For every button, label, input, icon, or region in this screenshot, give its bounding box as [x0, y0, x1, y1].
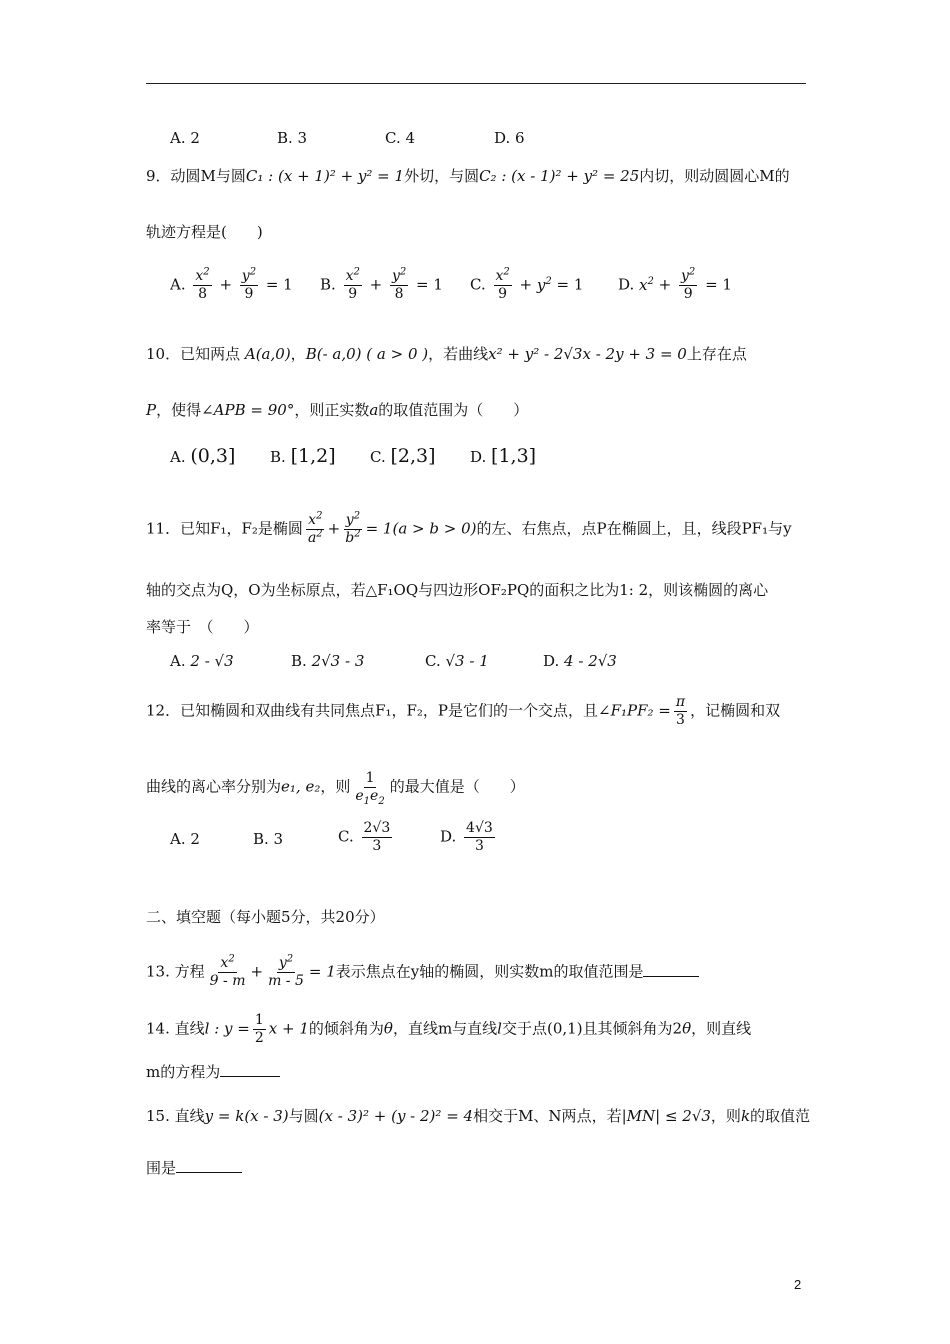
- chord-condition: |MN| ≤ 2√3: [621, 1107, 711, 1125]
- q10-option-d: D. [1,3]: [470, 445, 537, 467]
- q13-line: 13. 方程 $\frac{x^2}{9 - m}$ + $\frac{y^2}{m - 5}$ = 1表示焦点在y轴的椭圆，则实数m的取值范围是: [146, 955, 699, 990]
- q9-line-2: 轨迹方程是( ): [146, 223, 263, 241]
- point-b: B(- a,0): [305, 345, 362, 363]
- q12-line-2: 曲线的离心率分别为e₁, e₂，则 $\frac{1}{e_1e_2}$ 的最大值是（ ）: [146, 770, 525, 807]
- header-rule: [146, 83, 806, 84]
- q10-line-2: P，使得∠APB = 90°，则正实数a的取值范围为（ ）: [146, 401, 529, 419]
- circle-equation: (x - 3)² + (y - 2)² = 4: [318, 1107, 474, 1125]
- q9-circle-c2: C₂ : (x - 1)² + y² = 25: [479, 167, 640, 185]
- section-heading: 二、填空题（每小题5分，共20分）: [146, 908, 385, 926]
- q9-option-d: D. $x^2$ + $\frac{y^2}{9}$ = 1: [618, 266, 732, 302]
- q11-line-2: 轴的交点为Q，O为坐标原点，若△F₁OQ与四边形OF₂PQ的面积之比为1: 2，则该椭圆的离心: [146, 581, 769, 599]
- fraction: $\frac{x^2}{9}$: [495, 266, 510, 302]
- fraction: $\frac{1}{2}$: [254, 1012, 264, 1046]
- fraction: $\frac{x^2}{9 - m}$: [209, 953, 246, 989]
- fraction: $\frac{x^2}{8}$: [195, 266, 210, 302]
- q12-option-d: D. $\frac{4√3}{3}$: [440, 820, 493, 854]
- q12-option-a: A. 2: [170, 830, 200, 848]
- q9-option-c: C. $\frac{x^2}{9}$ + $y^2 = 1$: [470, 266, 584, 302]
- line-equation: y = k(x - 3): [204, 1107, 289, 1125]
- q12-line-1: 12．已知椭圆和双曲线有共同焦点F₁，F₂，P是它们的一个交点，且∠F₁PF₂ = $\frac{\pi}{3}$ ，记椭圆和双: [146, 694, 781, 728]
- fraction: $\frac{x^2}{9}$: [345, 266, 360, 302]
- fraction: $\frac{y^2}{9}$: [681, 266, 696, 302]
- q11-option-a: A. 2 - √3: [170, 652, 234, 670]
- q10-option-b: B. [1,2]: [270, 445, 336, 467]
- fraction: $\frac{y^2}{9}$: [241, 266, 257, 302]
- q12-option-c: C. $\frac{2√3}{3}$: [338, 820, 391, 854]
- answer-blank[interactable]: [643, 976, 699, 977]
- fraction: $\frac{2√3}{3}$: [363, 820, 391, 854]
- q8-option-c: C. 4: [385, 129, 416, 147]
- q8-option-b: B. 3: [277, 129, 308, 147]
- q9-option-a: A. $\frac{x^2}{8}$ + $\frac{y^2}{9}$ = 1: [170, 266, 293, 302]
- q10-line-1: 10．已知两点 A(a,0)，B(- a,0) ( a > 0 )，若曲线x² + y² - 2√3x - 2y + 3 = 0上存在点: [146, 345, 747, 363]
- angle-apb: ∠APB = 90°: [201, 401, 295, 419]
- q14-line-2: m的方程为: [146, 1062, 280, 1082]
- q15-line-2: 围是: [146, 1158, 242, 1178]
- q10-option-c: C. [2,3]: [370, 445, 436, 467]
- q8-option-a: A. 2: [170, 129, 200, 147]
- q9-line-1: 9．动圆M与圆C₁ : (x + 1)² + y² = 1外切，与圆C₂ : (x - 1)² + y² = 25内切，则动圆圆心M的: [146, 167, 790, 185]
- q11-line-1: 11．已知F₁，F₂是椭圆 $\frac{x^2}{a^2}$ + $\frac{y^2}{b^2}$ = 1(a > b > 0)的左、右焦点，点P在椭圆上，且，线段PF₁与y: [146, 510, 792, 546]
- q11-option-c: C. √3 - 1: [425, 652, 489, 670]
- condition: ( a > 0 ): [366, 345, 429, 363]
- q15-line-1: 15. 直线y = k(x - 3)与圆(x - 3)² + (y - 2)² = 4相交于M、N两点，若|MN| ≤ 2√3，则k的取值范: [146, 1107, 811, 1125]
- q11-line-3: 率等于 （ ）: [146, 618, 259, 636]
- q9-circle-c1: C₁ : (x + 1)² + y² = 1: [245, 167, 405, 185]
- answer-blank[interactable]: [220, 1076, 280, 1077]
- fraction: $\frac{y^2}{8}$: [391, 266, 407, 302]
- q10-option-a: A. (0,3]: [170, 445, 236, 467]
- fraction: $\frac{1}{e_1e_2}$: [355, 770, 385, 807]
- q9-option-b: B. $\frac{x^2}{9}$ + $\frac{y^2}{8}$ = 1: [320, 266, 443, 302]
- page-number: 2: [794, 1277, 802, 1292]
- point-a: A(a,0): [244, 345, 291, 363]
- q14-line-1: 14. 直线l : y = $\frac{1}{2}$ x + 1的倾斜角为θ，直线m与直线l交于点(0,1)且其倾斜角为2θ，则直线: [146, 1012, 752, 1046]
- curve-equation: x² + y² - 2√3x - 2y + 3 = 0: [488, 345, 687, 363]
- q12-option-b: B. 3: [253, 830, 284, 848]
- fraction: $\frac{y^2}{m - 5}$: [268, 953, 304, 989]
- fraction: $\frac{4√3}{3}$: [466, 820, 493, 854]
- q8-option-d: D. 6: [494, 129, 525, 147]
- fraction: $\frac{x^2}{a^2}$: [307, 510, 323, 546]
- q11-option-d: D. 4 - 2√3: [543, 652, 617, 670]
- fraction: $\frac{\pi}{3}$: [675, 694, 686, 728]
- answer-blank[interactable]: [176, 1172, 242, 1173]
- fraction: $\frac{y^2}{b^2}$: [345, 510, 361, 546]
- q11-option-b: B. 2√3 - 3: [291, 652, 365, 670]
